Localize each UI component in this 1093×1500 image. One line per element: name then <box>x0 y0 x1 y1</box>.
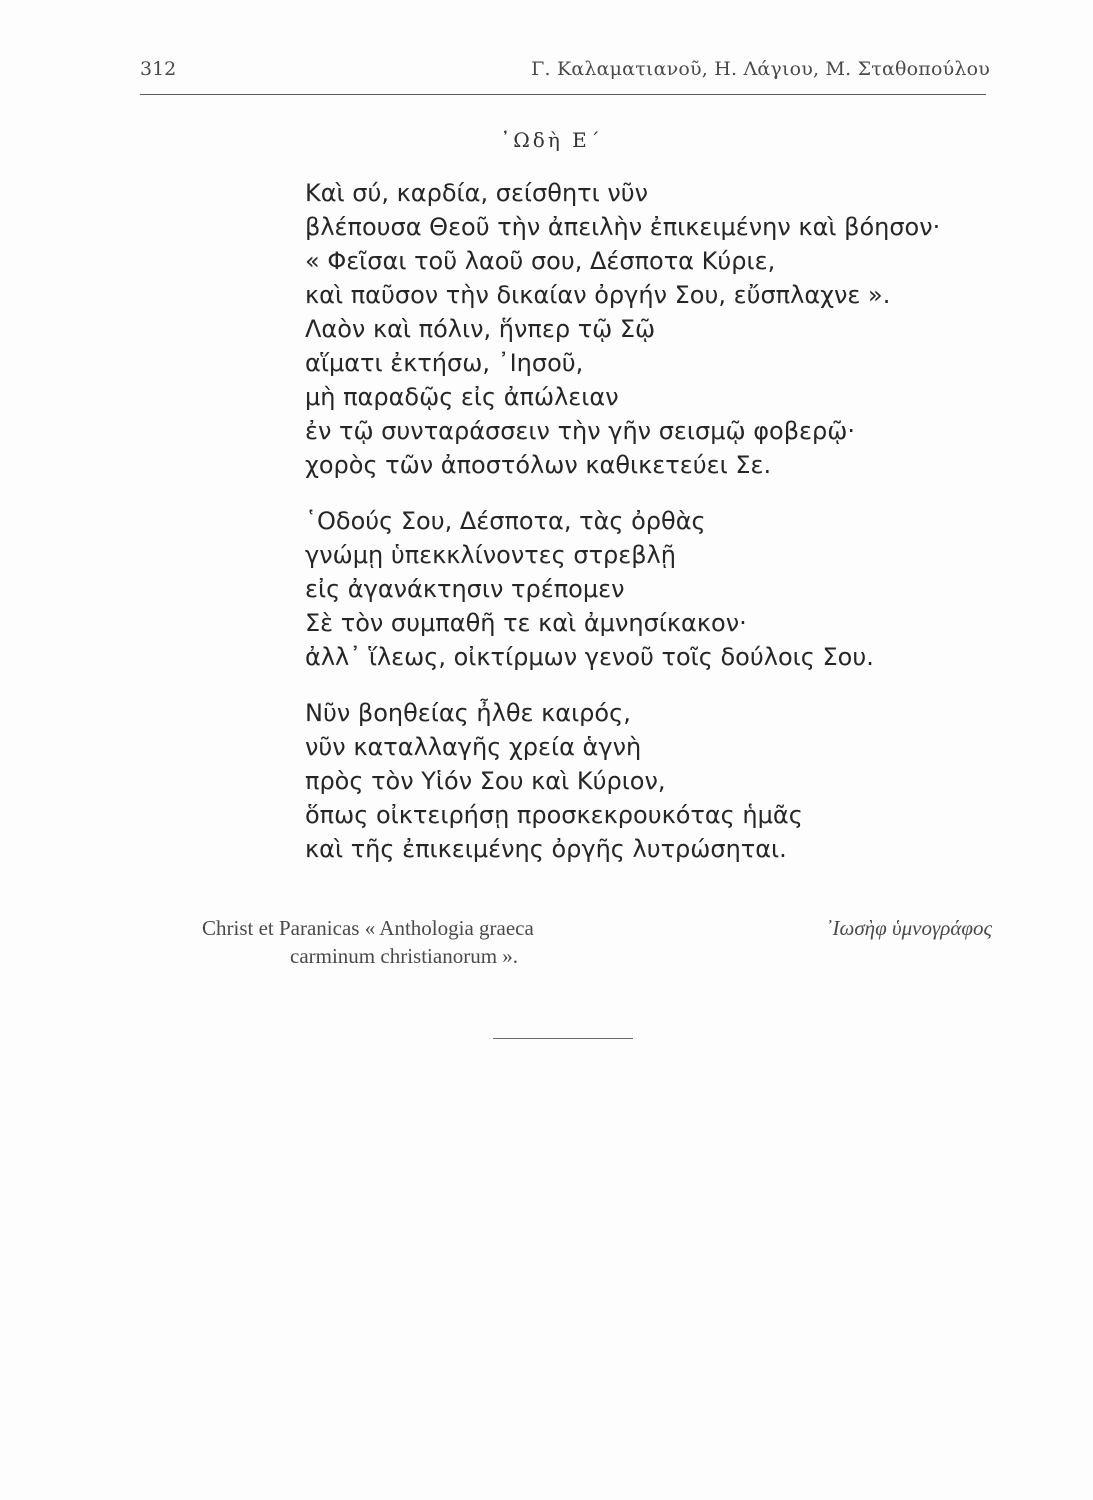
stanza-2 <box>305 504 1025 674</box>
poem-line: Λαὸν καὶ πόλιν, ἥνπερ τῷ Σῷ <box>305 315 656 343</box>
poem-line: βλέπουσα Θεοῦ τὴν ἀπειλὴν ἐπικειμένην καὶ βόησον· <box>305 213 941 241</box>
poem-line: Σὲ τὸν συμπαθῆ τε καὶ ἀμνησίκακον· <box>305 609 747 637</box>
poem-line: καὶ παῦσον τὴν δικαίαν ὀργήν Σου, εὔσπλαχνε ». <box>305 281 891 309</box>
poem <box>305 176 1025 866</box>
stanza-gap <box>305 482 1025 504</box>
source-line: Christ et Paranicas « Anthologia graeca <box>202 916 534 940</box>
poem-line: « Φεῖσαι τοῦ λαοῦ σου, Δέσποτα Κύριε, <box>305 247 776 275</box>
poem-line: χορὸς τῶν ἀποστόλων καθικετεύει Σε. <box>305 451 772 479</box>
poem-line: καὶ τῆς ἐπικειμένης ὀργῆς λυτρώσηται. <box>305 835 787 863</box>
source-footer <box>202 914 992 974</box>
poem-line: ῾Οδούς Σου, Δέσποτα, τὰς ὀρθὰς <box>305 507 706 535</box>
source-line: carminum christianorum ». <box>290 944 519 968</box>
stanza-gap <box>305 674 1025 696</box>
stanza-1 <box>305 176 1025 482</box>
ode-title: ᾿Ωδὴ Ε΄ <box>500 128 603 152</box>
running-head: Γ. Καλαματιανοῦ, Η. Λάγιου, Μ. Σταθοπούλου <box>531 58 990 80</box>
poem-line: εἰς ἀγανάκτησιν τρέπομεν <box>305 575 625 603</box>
poem-line: ἐν τῷ συνταράσσειν τὴν γῆν σεισμῷ φοβερῷ· <box>305 417 855 445</box>
end-rule <box>493 1038 633 1039</box>
poem-line: Νῦν βοηθείας ἦλθε καιρός, <box>305 699 631 727</box>
poem-line: αἵματι ἐκτήσω, ᾿Ιησοῦ, <box>305 349 584 377</box>
author-attribution: ᾿Ιωσὴφ ὑμνογράφος <box>825 916 992 940</box>
poem-line: πρὸς τὸν Υἱόν Σου καὶ Κύριον, <box>305 767 666 795</box>
poem-line: ἀλλ᾿ ἵλεως, οἰκτίρμων γενοῦ τοῖς δούλοις Σου. <box>305 643 874 671</box>
header-rule <box>140 94 986 95</box>
poem-line: νῦν καταλλαγῆς χρεία ἁγνὴ <box>305 733 642 761</box>
page-number: 312 <box>140 58 177 80</box>
poem-line: ὅπως οἰκτειρήσῃ προσκεκρουκότας ἡμᾶς <box>305 801 803 829</box>
poem-line: γνώμῃ ὑπεκκλίνοντες στρεβλῇ <box>305 541 676 569</box>
page-header <box>140 58 990 88</box>
source-citation <box>202 914 534 970</box>
poem-line: μὴ παραδῷς εἰς ἀπώλειαν <box>305 383 619 411</box>
stanza-3 <box>305 696 1025 866</box>
poem-line: Καὶ σύ, καρδία, σείσθητι νῦν <box>305 179 649 207</box>
